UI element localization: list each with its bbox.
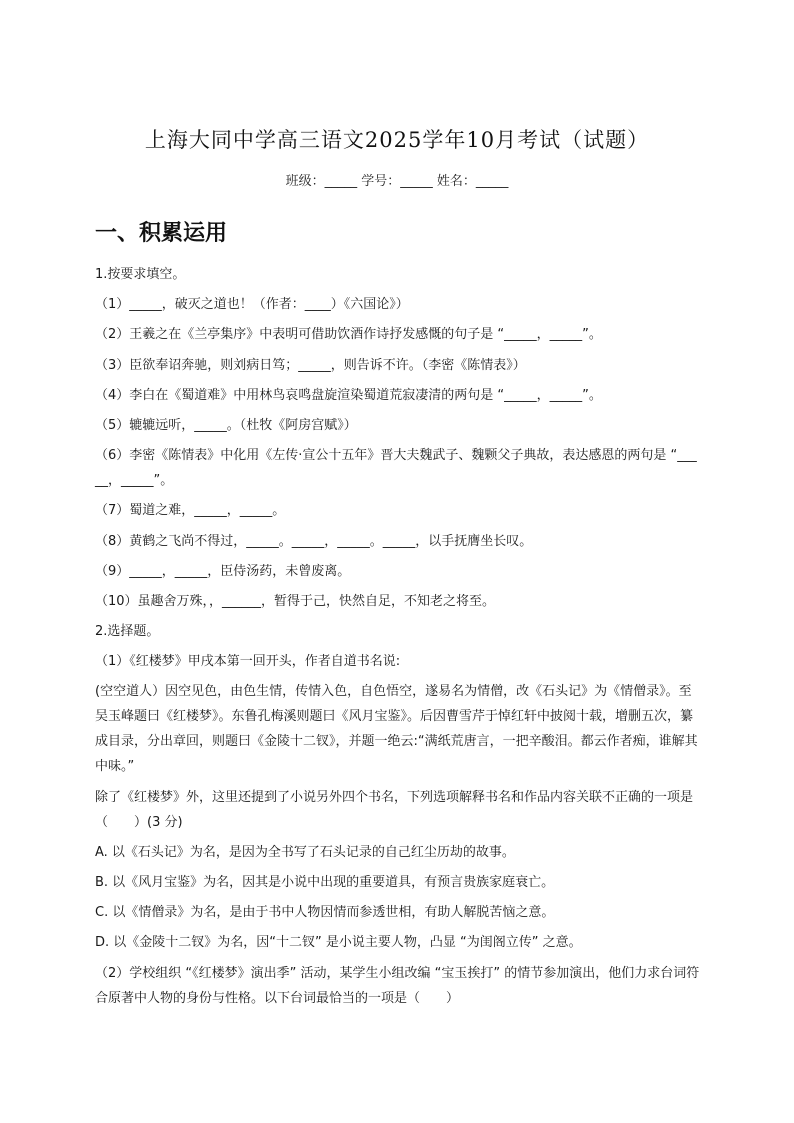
question-content [95, 262, 700, 1011]
question-1-item: （5）辘辘远听，_____。（杜牧《阿房宫赋》） [95, 417, 357, 433]
question-1-item: （2）王羲之在《兰亭集序》中表明可借助饮酒作诗抒发感慨的句子是 “_____，_____”。 [95, 327, 602, 343]
question-1-item: （10）虽趣舍万殊，，______，暂得于己，快然自足，不知老之将至。 [95, 593, 496, 609]
question-1-item: （9）_____，_____，臣侍汤药，未曾废离。 [95, 563, 351, 579]
option-a: A. 以《石头记》为名，是因为全书写了石头记录的自己红尘历劫的故事。 [95, 844, 515, 860]
page-title: 上海大同中学高三语文2025学年10月考试（试题） [144, 128, 650, 152]
question-1-heading: 1.按要求填空。 [95, 267, 186, 282]
student-info-line: 班级：_____ 学号：_____ 姓名：_____ [285, 174, 509, 189]
question-2-2-stem: （2）学校组织 “《红楼梦》演出季” 活动，某学生小组改编 “宝玉挨打” 的情节参加演出，他们力求台词符合原著中人物的身份与性格。以下台词最恰当的一项是（ ） [95, 965, 700, 1006]
question-2-1-stem: 除了《红楼梦》外，这里还提到了小说另外四个书名，下列选项解释书名和作品内容关联不正确的一项是（ ）(3 分) [95, 789, 694, 830]
option-c: C. 以《情僧录》为名，是由于书中人物因情而参透世相，有助人解脱苦恼之意。 [95, 905, 555, 921]
option-b: B. 以《风月宝鉴》为名，因其是小说中出现的重要道具，有预言贵族家庭衰亡。 [95, 875, 555, 890]
question-1-item: （6）李密《陈情表》中化用《左传·宣公十五年》晋大夫魏武子、魏颗父子典故，表达感恩的两句是 “_____，_____”。 [95, 448, 697, 489]
question-1-item: （1）_____，破灭之道也！（作者：____）《六国论》） [95, 297, 409, 313]
section-heading: 一、积累运用 [95, 221, 228, 246]
option-d: D. 以《金陵十二钗》为名，因“十二钗” 是小说主要人物，凸显 “为闺阁立传” 之意。 [95, 935, 582, 951]
question-2-1-quote: (空空道人）因空见色，由色生情，传情入色，自色悟空，遂易名为情僧，改《石头记》为《情僧录》。至吴玉峰题曰《红楼梦》。东鲁孔梅溪则题曰《风月宝鉴》。后因曹雪芹于悼红轩中披阅十载，增删五次，纂成目录，分出章回，则题曰《金陵十二钗》，并题一绝云:“满纸荒唐言，一把辛酸泪。都云作者痴，谁解其中味。” [95, 684, 698, 775]
question-1-item: （8）黄鹤之飞尚不得过，_____。_____，_____。_____，以手抚膺坐长叹。 [95, 533, 533, 549]
question-1-item: （7）蜀道之难，_____，_____。 [95, 503, 286, 519]
question-2-1-intro: （1）《红楼梦》甲戌本第一回开头，作者自道书名说: [95, 654, 401, 670]
question-2-heading: 2.选择题。 [95, 624, 160, 640]
question-1-item: （4）李白在《蜀道难》中用林鸟哀鸣盘旋渲染蜀道荒寂凄清的两句是 “_____，_____”。 [95, 387, 602, 403]
question-1-item: （3）臣欲奉诏奔驰，则刘病日笃；_____，则告诉不许。（李密《陈情表》） [95, 357, 526, 373]
